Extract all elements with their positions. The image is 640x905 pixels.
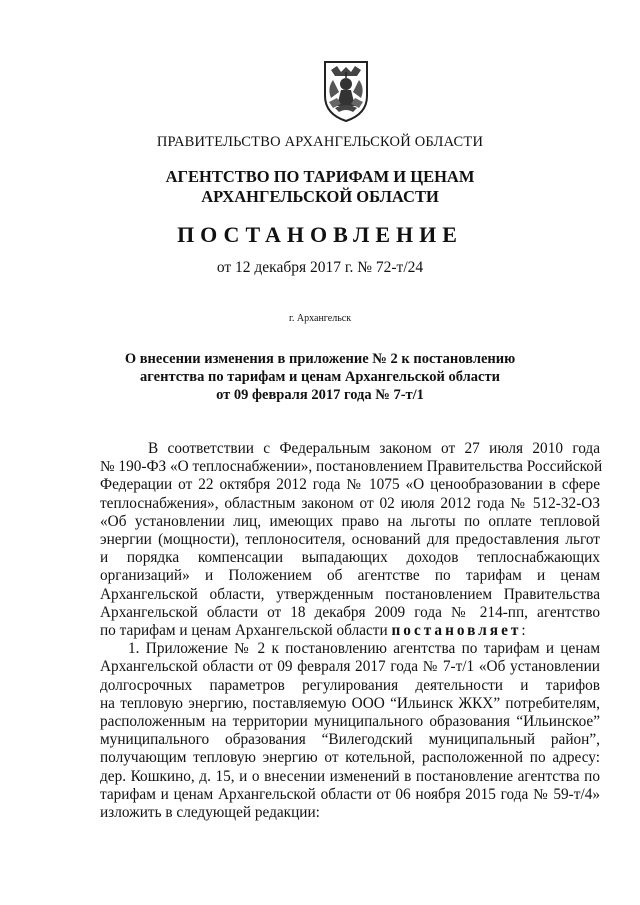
document-type: ПОСТАНОВЛЕНИЕ (177, 222, 463, 247)
document-subject (0, 350, 640, 404)
body-line: расположенным на территории муниципального образования “Ильинское” (100, 713, 600, 731)
body-line: долгосрочных параметров регулирования деятельности и тарифов (100, 676, 600, 694)
body-line: и порядка компенсации выпадающих доходов теплоснабжающих (100, 549, 600, 567)
subject-line1: О внесении изменения в приложение № 2 к постановлению (124, 351, 516, 367)
body-line: № 190-ФЗ «О теплоснабжении», постановлением Правительства Российской (100, 458, 603, 476)
agency-title-line2: АРХАНГЕЛЬСКОЙ ОБЛАСТИ (201, 187, 439, 206)
document-city: г. Архангельск (288, 313, 352, 324)
resolution-keyword: постановляет (391, 622, 522, 640)
body-line: Архангельской области, утвержденным постановлением Правительства (100, 585, 600, 603)
body-line: «Об установлении лиц, имеющих право на льготы по оплате тепловой (100, 512, 600, 530)
document-body (100, 440, 603, 822)
paragraph-item-1 (100, 640, 600, 822)
paragraph-preamble (100, 440, 603, 640)
resolution-suffix: : (521, 622, 526, 640)
body-line: Архангельской области от 09 февраля 2017 года № 7-т/1 «Об установлении (100, 658, 600, 676)
body-line: на тепловую энергию, поставляемую ООО “Ильинск ЖКХ” потребителям, (100, 694, 600, 712)
government-title: ПРАВИТЕЛЬСТВО АРХАНГЕЛЬСКОЙ ОБЛАСТИ (156, 134, 484, 150)
body-line: тарифам и ценам Архангельской области от 06 ноября 2015 года № 59-т/4» (100, 785, 600, 803)
body-line: теплоснабжения», областным законом от 02 июля 2012 года № 512-32-ОЗ (100, 494, 600, 512)
body-line-resolution (100, 622, 600, 640)
body-line: энергии (мощности), теплоносителя, оснований для предоставления льгот (100, 531, 600, 549)
agency-title-line1: АГЕНТСТВО ПО ТАРИФАМ И ЦЕНАМ (165, 167, 475, 186)
coat-of-arms-icon (317, 58, 375, 124)
agency-title (0, 167, 640, 207)
document-date-number: от 12 декабря 2017 г. № 72-т/24 (216, 259, 424, 276)
body-line: организаций» и Положением об агентстве по тарифам и ценам (100, 567, 600, 585)
body-line: Федерации от 22 октября 2012 года № 1075 «О ценообразовании в сфере (100, 476, 600, 494)
body-line: В соответствии с Федеральным законом от 27 июля 2010 года (148, 440, 600, 457)
body-line: муниципального образования “Вилегодский муниципальный район”, (100, 731, 600, 749)
resolution-prefix: по тарифам и ценам Архангельской области (100, 622, 388, 640)
subject-line2: агентства по тарифам и ценам Архангельской области (140, 369, 500, 385)
body-line: получающим тепловую энергию от котельной, расположенной по адресу: (100, 749, 600, 767)
body-line: изложить в следующей редакции: (100, 804, 320, 822)
subject-line3: от 09 февраля 2017 года № 7-т/1 (216, 387, 424, 403)
body-line: Архангельской области от 18 декабря 2009 года № 214-пп, агентство (100, 603, 600, 621)
body-line: 1. Приложение № 2 к постановлению агентства по тарифам и ценам (128, 640, 600, 658)
body-line: дер. Кошкино, д. 15, и о внесении изменений в постановление агентства по (100, 767, 600, 785)
